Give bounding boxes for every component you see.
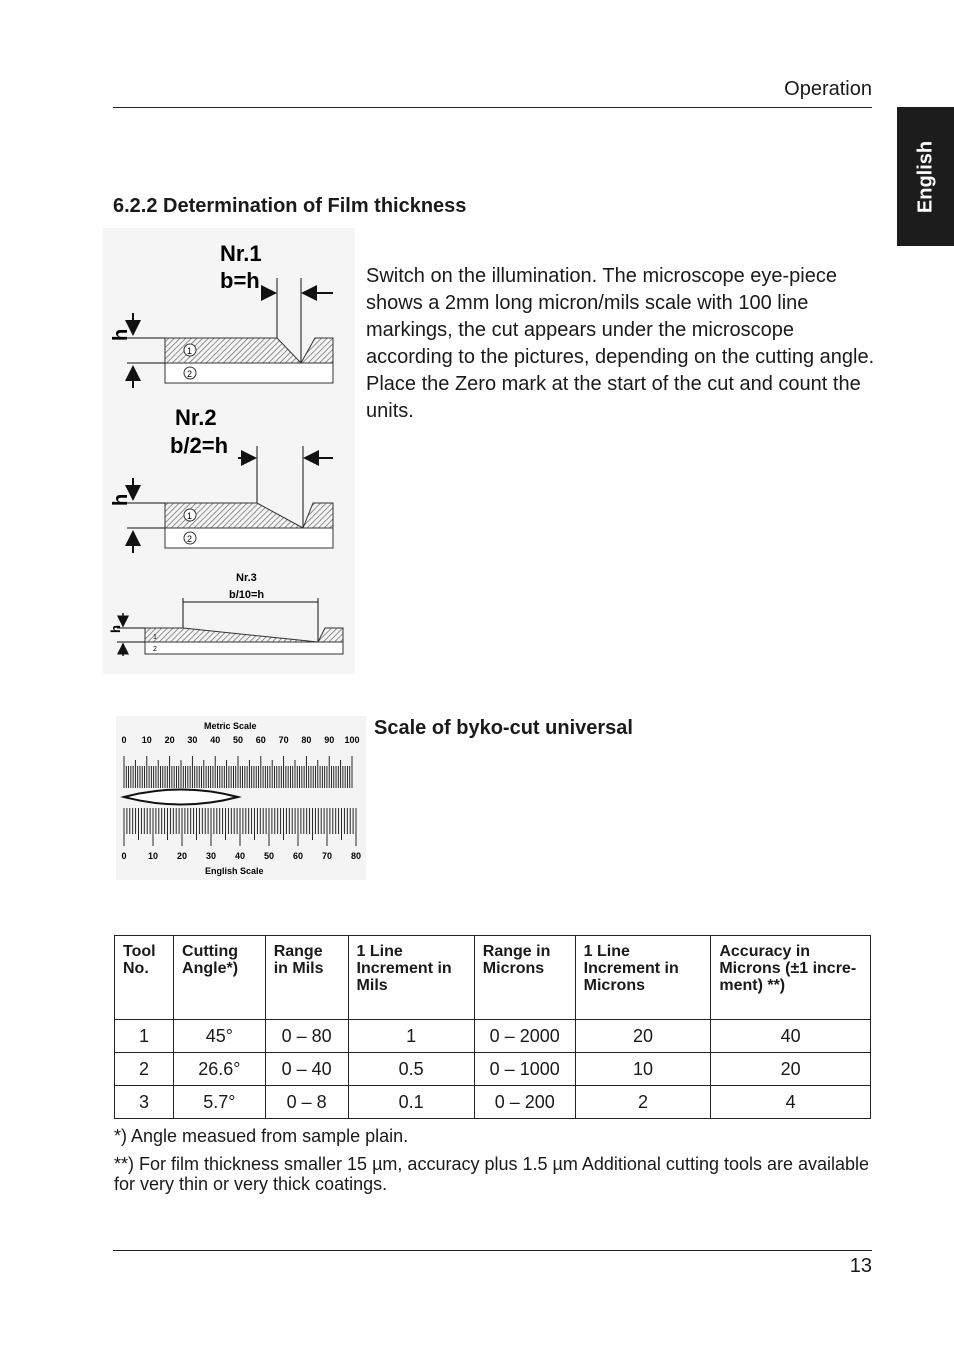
table-cell: 20	[711, 1053, 871, 1086]
english-tick-label: 40	[234, 851, 246, 861]
nr1-layer1: 1	[187, 346, 193, 356]
nr1-h-label: h	[110, 328, 132, 341]
english-tick-label: 60	[292, 851, 304, 861]
metric-scale-label: Metric Scale	[204, 721, 257, 731]
language-tab-label: English	[914, 140, 936, 213]
table-row	[115, 1053, 871, 1086]
nr2-layer1: 1	[187, 511, 193, 521]
table-cell: 1	[348, 1020, 474, 1053]
table-cell: 2	[115, 1053, 174, 1086]
english-tick-label: 80	[350, 851, 362, 861]
table-cell: 5.7°	[174, 1086, 266, 1119]
header-increment-microns: 1 Line Increment in Microns	[575, 936, 711, 1020]
english-tick-label: 10	[147, 851, 159, 861]
english-tick-label: 20	[176, 851, 188, 861]
english-scale-label: English Scale	[205, 866, 264, 876]
header-range-mils: Range in Mils	[265, 936, 348, 1020]
footer-rule	[113, 1250, 872, 1251]
table-cell: 45°	[174, 1020, 266, 1053]
metric-tick-label: 30	[187, 735, 198, 745]
metric-tick-label: 60	[255, 735, 266, 745]
table-cell: 0.5	[348, 1053, 474, 1086]
metric-tick-label: 20	[164, 735, 175, 745]
tool-spec-table	[114, 935, 871, 1119]
table-row	[115, 1020, 871, 1053]
nr3-layer1: 1	[153, 634, 157, 641]
cut-diagrams	[103, 228, 355, 674]
language-tab	[897, 107, 954, 246]
english-tick-label: 50	[263, 851, 275, 861]
table-cell: 26.6°	[174, 1053, 266, 1086]
english-tick-label: 0	[121, 851, 127, 861]
table-cell: 2	[575, 1086, 711, 1119]
header-accuracy: Accuracy in Microns (±1 incre-ment) **)	[711, 936, 871, 1020]
nr3-layer2: 2	[153, 646, 157, 653]
table-cell: 0 – 1000	[474, 1053, 575, 1086]
table-cell: 20	[575, 1020, 711, 1053]
nr1-formula: b=h	[220, 268, 260, 293]
metric-tick-label: 80	[301, 735, 312, 745]
table-cell: 0 – 2000	[474, 1020, 575, 1053]
table-row	[115, 1086, 871, 1119]
table-cell: 0 – 8	[265, 1086, 348, 1119]
scale-graphic	[116, 716, 366, 880]
table-cell: 10	[575, 1053, 711, 1086]
metric-tick-label: 100	[344, 735, 360, 745]
table-header-row	[115, 936, 871, 1020]
metric-tick-label: 70	[278, 735, 289, 745]
nr2-formula: b/2=h	[170, 433, 229, 458]
footnote-accuracy: **) For film thickness smaller 15 µm, accuracy plus 1.5 µm Additional cutting tools are available for very thin or very thick coatings.	[114, 1154, 870, 1194]
metric-tick-label: 90	[324, 735, 335, 745]
nr2-title: Nr.2	[175, 405, 217, 430]
table-cell: 40	[711, 1020, 871, 1053]
metric-tick-label: 50	[232, 735, 244, 745]
metric-tick-label: 40	[210, 735, 221, 745]
header-tool-no: Tool No.	[115, 936, 174, 1020]
nr3-title: Nr.3	[236, 572, 257, 584]
running-header: Operation	[784, 78, 872, 100]
header-rule	[113, 107, 872, 108]
table-cell: 1	[115, 1020, 174, 1053]
nr3-h-label: h	[108, 625, 123, 633]
nr1-title: Nr.1	[220, 241, 262, 266]
english-tick-label: 70	[321, 851, 333, 861]
english-tick-label: 30	[205, 851, 217, 861]
header-range-microns: Range in Microns	[474, 936, 575, 1020]
nr3-formula: b/10=h	[229, 589, 265, 601]
table-cell: 0 – 200	[474, 1086, 575, 1119]
metric-tick-label: 10	[141, 735, 152, 745]
page-number: 13	[849, 1255, 872, 1277]
instructions-paragraph: Switch on the illumination. The microscope eye-piece shows a 2mm long micron/mils scale with 100 line markings, the cut appears under the microscope according to the pictures, depending on the cutting angle. Place the Zero mark at the start of the cut and count the units.	[366, 265, 875, 422]
header-increment-mils: 1 Line Increment in Mils	[348, 936, 474, 1020]
table-cell: 0.1	[348, 1086, 474, 1119]
section-title: 6.2.2 Determination of Film thickness	[113, 195, 467, 217]
nr2-layer2: 2	[187, 534, 193, 544]
footnote-angle: *) Angle measued from sample plain.	[114, 1126, 409, 1146]
header-cutting-angle: Cutting Angle*)	[174, 936, 266, 1020]
table-cell: 3	[115, 1086, 174, 1119]
metric-tick-label: 0	[121, 735, 127, 745]
nr1-layer2: 2	[187, 369, 193, 379]
table-cell: 4	[711, 1086, 871, 1119]
table-cell: 0 – 40	[265, 1053, 348, 1086]
nr2-h-label: h	[110, 493, 132, 506]
table-cell: 0 – 80	[265, 1020, 348, 1053]
scale-title: Scale of byko-cut universal	[374, 717, 633, 739]
